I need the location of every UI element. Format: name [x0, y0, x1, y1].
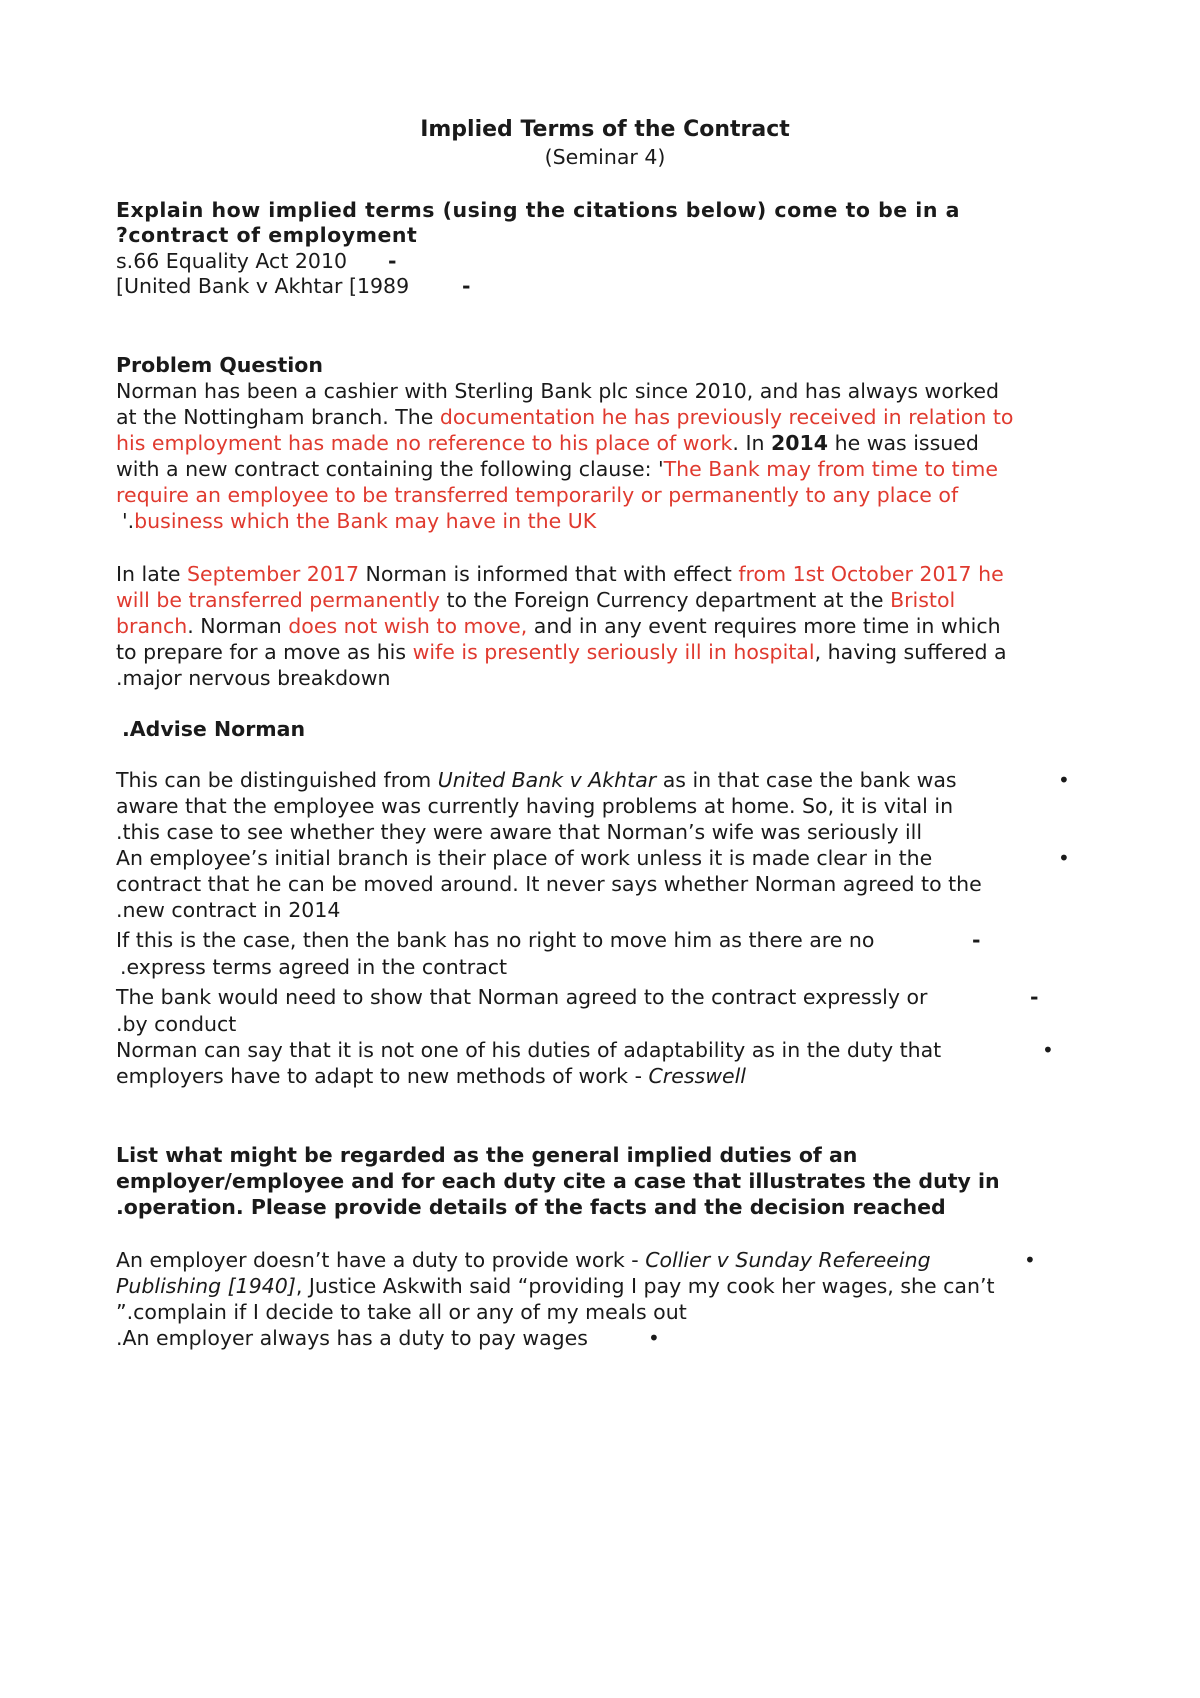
answer-line: This can be distinguished from United Bank v Akhtar as in that case the bank was	[116, 768, 957, 792]
answer-line: .by conduct	[116, 1012, 237, 1036]
bullet-icon: •	[648, 1326, 660, 1350]
q2-heading-line: employer/employee and for each duty cite a case that illustrates the duty in	[116, 1169, 1000, 1193]
answer-line: aware that the employee was currently having problems at home. So, it is vital in	[116, 794, 954, 818]
advise-heading: .Advise Norman	[122, 717, 306, 741]
citation-akhtar: [United Bank v Akhtar [1989	[116, 274, 410, 298]
answer-line: contract that he can be moved around. It never says whether Norman agreed to the	[116, 872, 982, 896]
answer-line: An employee’s initial branch is their place of work unless it is made clear in the	[116, 846, 933, 870]
problem-p1-line: require an employee to be transferred temporarily or permanently to any place of	[116, 483, 959, 507]
problem-heading: Problem Question	[116, 353, 323, 377]
answer-line: If this is the case, then the bank has no right to move him as there are no	[116, 928, 875, 952]
dash-marker: -	[972, 928, 981, 952]
page-title: Implied Terms of the Contract	[420, 117, 790, 142]
bullet-icon: •	[1058, 846, 1070, 870]
page-subtitle: (Seminar 4)	[544, 145, 666, 169]
problem-p2-line: branch. Norman does not wish to move, and in any event requires more time in which	[116, 614, 1001, 638]
problem-p1-line: at the Nottingham branch. The documentation he has previously received in relation to	[116, 405, 1014, 429]
q1-heading-line1: Explain how implied terms (using the citations below) come to be in a	[116, 198, 960, 222]
problem-p1-line: his employment has made no reference to his place of work. In 2014 he was issued	[116, 431, 979, 455]
citation-dash: -	[462, 274, 471, 298]
duty-line: .An employer always has a duty to pay wages	[116, 1326, 588, 1350]
citation-dash: -	[388, 249, 397, 273]
problem-p2-line: .major nervous breakdown	[116, 666, 391, 690]
bullet-icon: •	[1024, 1248, 1036, 1272]
problem-p2-line: In late September 2017 Norman is informed that with effect from 1st October 2017 he	[116, 562, 1004, 586]
answer-line: The bank would need to show that Norman agreed to the contract expressly or	[116, 985, 928, 1009]
q1-heading-line2: ?contract of employment	[116, 223, 418, 247]
problem-p2-line: will be transferred permanently to the Foreign Currency department at the Bristol	[116, 588, 956, 612]
problem-p1-line: with a new contract containing the following clause: 'The Bank may from time to time	[116, 457, 998, 481]
bullet-icon: •	[1058, 768, 1070, 792]
answer-line: .express terms agreed in the contract	[120, 955, 508, 979]
citation-equality-act: s.66 Equality Act 2010	[116, 249, 348, 273]
bullet-icon: •	[1042, 1038, 1054, 1062]
duty-line: Publishing [1940], Justice Askwith said “providing I pay my cook her wages, she can’t	[116, 1274, 995, 1298]
dash-marker: -	[1030, 985, 1039, 1009]
duty-line: ”.complain if I decide to take all or any of my meals out	[116, 1300, 687, 1324]
problem-p1-line: Norman has been a cashier with Sterling Bank plc since 2010, and has always worked	[116, 379, 1000, 403]
q2-heading-line: List what might be regarded as the general implied duties of an	[116, 1143, 858, 1167]
answer-line: .this case to see whether they were aware that Norman’s wife was seriously ill	[116, 820, 923, 844]
q2-heading-line: .operation. Please provide details of the facts and the decision reached	[116, 1195, 946, 1219]
answer-line: Norman can say that it is not one of his duties of adaptability as in the duty that	[116, 1038, 942, 1062]
answer-line: employers have to adapt to new methods of work - Cresswell	[116, 1064, 746, 1088]
duty-line: An employer doesn’t have a duty to provide work - Collier v Sunday Refereeing	[116, 1248, 931, 1272]
problem-p2-line: to prepare for a move as his wife is presently seriously ill in hospital, having suffered a	[116, 640, 1007, 664]
answer-line: .new contract in 2014	[116, 898, 341, 922]
problem-p1-line: '.business which the Bank may have in the UK	[122, 509, 597, 533]
